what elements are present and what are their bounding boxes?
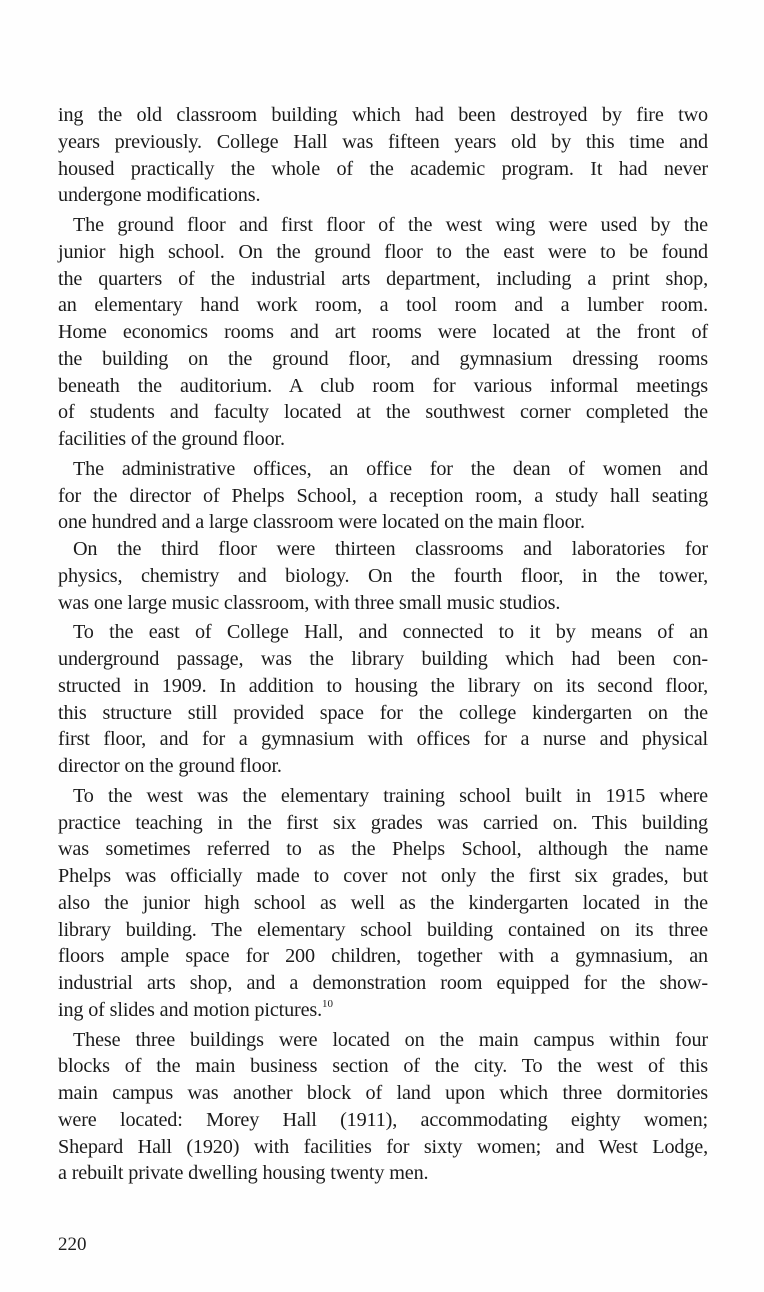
text-line [58,292,708,319]
text-line-content: These three buildings were located on the main campus within four [73,1028,708,1051]
body-text [58,102,708,1187]
text-line [58,836,708,863]
text-line [58,1134,708,1161]
text-line-content: On the third floor were thirteen classrooms and laboratories for [73,538,708,560]
text-line-content: To the east of College Hall, and connected to it by means of an [73,621,708,644]
text-line-content: first floor, and for a gymnasium with offices for a nurse and physical [58,728,708,751]
text-line-content: floors ample space for 200 children, together with a gymnasium, an [58,945,708,968]
text-line [58,753,708,780]
text-line-content: director on the ground floor. [58,755,282,777]
text-line [58,509,708,536]
text-line [58,129,708,156]
text-line [58,373,708,400]
text-line-content: Shepard Hall (1920) with facilities for sixty women; and West Lodge, [58,1135,708,1158]
paragraph [58,1024,708,1188]
text-line-content: also the junior high school as well as the kindergarten located in the [58,891,708,914]
text-line [58,156,708,183]
text-line-content: was one large music classroom, with three small music studios. [58,591,561,614]
text-line-content: one hundred and a large classroom were located on the main floor. [58,511,585,534]
text-line [58,1160,708,1187]
text-line [58,319,708,346]
text-line-content: the quarters of the industrial arts department, including a print shop, [58,267,708,290]
text-line-content: underground passage, was the library building which had been con- [58,648,708,670]
text-line-content: library building. The elementary school building contained on its three [58,918,708,941]
text-line [58,483,708,510]
text-line [58,810,708,837]
text-line [58,700,708,727]
text-line [58,783,708,810]
text-line-content: The administrative offices, an office for the dean of women and [73,457,708,480]
text-line [58,646,708,673]
text-line [58,619,708,646]
text-line [58,673,708,700]
paragraph [58,536,708,616]
paragraph [58,453,708,536]
text-line [58,212,708,239]
text-line [58,102,708,129]
text-line [58,590,708,617]
text-line [58,1107,708,1134]
text-line-content: practice teaching in the first six grades was carried on. This building [58,811,708,834]
text-line [58,1053,708,1080]
text-line-content: facilities of the ground floor. [58,428,285,450]
footnote-reference[interactable]: 10 [322,997,334,1010]
text-line [58,346,708,373]
text-line [58,563,708,590]
paragraph [58,102,708,209]
text-line-content: The ground floor and first floor of the west wing were used by the [73,214,708,236]
text-line-content: physics, chemistry and biology. On the fourth floor, in the tower, [58,564,708,587]
text-line [58,1027,708,1054]
text-line [58,536,708,563]
text-line [58,726,708,753]
text-line [58,890,708,917]
text-line-content: industrial arts shop, and a demonstration room equipped for the show- [58,972,708,994]
text-line-content: To the west was the elementary training school built in 1915 where [73,784,708,807]
text-line [58,426,708,453]
text-line-content: beneath the auditorium. A club room for various informal meetings [58,374,708,397]
text-line-content: an elementary hand work room, a tool room and a lumber room. [58,294,708,317]
text-line [58,970,708,997]
text-line [58,1080,708,1107]
text-line-content: undergone modifications. [58,184,261,207]
paragraph [58,780,708,1024]
text-line [58,863,708,890]
text-line-content: for the director of Phelps School, a reception room, a study hall seating [58,484,708,507]
text-line-content: junior high school. On the ground floor to the east were to be found [58,240,708,263]
text-line-content: Home economics rooms and art rooms were located at the front of [58,321,708,343]
text-line [58,943,708,970]
paragraph [58,616,708,780]
text-line-content: ing of slides and motion pictures. [58,998,323,1021]
text-line [58,266,708,293]
text-line [58,182,708,209]
text-line [58,456,708,483]
text-line [58,239,708,266]
paragraph [58,209,708,453]
text-line-content: years previously. College Hall was fifteen years old by this time and [58,130,708,153]
text-line-content: main campus was another block of land upon which three dormitories [58,1082,708,1104]
text-line-content: this structure still provided space for the college kindergarten on the [58,701,708,724]
text-line-content: a rebuilt private dwelling housing twenty men. [58,1162,429,1185]
text-line-content: were located: Morey Hall (1911), accommodating eighty women; [58,1108,708,1131]
text-line-content: was sometimes referred to as the Phelps School, although the name [58,838,708,861]
page-number: 220 [58,1234,87,1255]
text-line-content: housed practically the whole of the academic program. It had never [58,157,708,180]
text-line-content: structed in 1909. In addition to housing the library on its second floor, [58,674,708,697]
text-line [58,399,708,426]
text-line [58,997,708,1024]
text-line-content: Phelps was officially made to cover not only the first six grades, but [58,865,708,887]
text-line-content: blocks of the main business section of the city. To the west of this [58,1055,708,1078]
text-line [58,917,708,944]
text-line-content: ing the old classroom building which had been destroyed by fire two [58,104,708,126]
text-line-content: the building on the ground floor, and gymnasium dressing rooms [58,347,708,370]
text-line-content: of students and faculty located at the southwest corner completed the [58,401,708,424]
